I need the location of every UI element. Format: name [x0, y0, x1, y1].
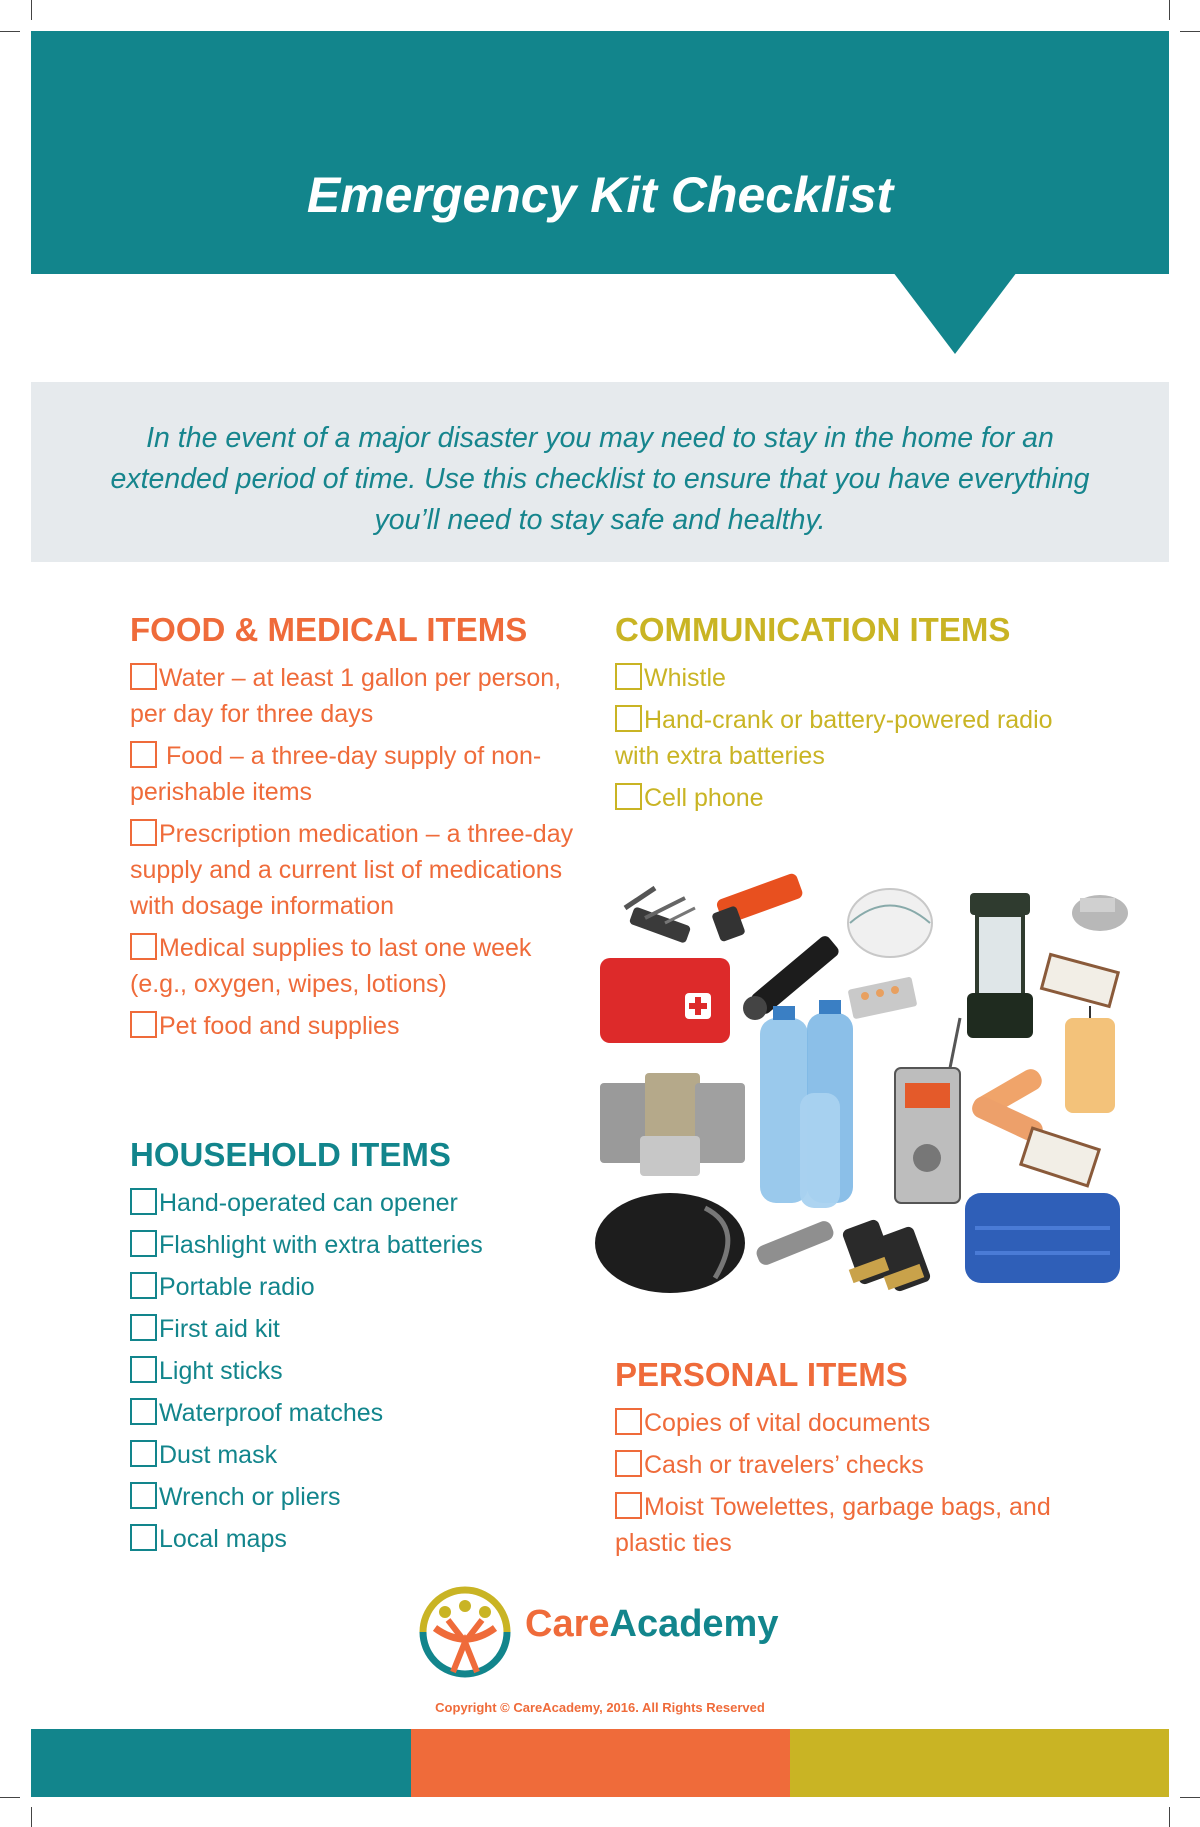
lantern-icon: [967, 893, 1033, 1038]
checklist-item: [615, 1447, 1095, 1483]
footer-band-teal: [31, 1729, 411, 1797]
checkbox[interactable]: [130, 1188, 157, 1215]
matchbox-icon: [1021, 1128, 1099, 1186]
household-title: HOUSEHOLD ITEMS: [130, 1136, 451, 1173]
checkbox[interactable]: [130, 819, 157, 846]
communication-section: [615, 610, 1095, 822]
batteries-icon: [841, 1218, 932, 1292]
food-medical-list: [130, 660, 590, 1044]
checkbox[interactable]: [130, 663, 157, 690]
checklist-item: [130, 1521, 590, 1557]
checklist-item: [615, 780, 1095, 816]
checklist-item: [130, 1008, 590, 1044]
water-bottles-icon: [760, 1000, 853, 1208]
checklist-item-label: Hand-crank or battery-powered radio with extra batteries: [615, 705, 1053, 770]
checklist-item-label: Light sticks: [159, 1356, 283, 1385]
checklist-item-label: Portable radio: [159, 1272, 315, 1301]
crop-mark: [1169, 1807, 1170, 1827]
checklist-item-label: Flashlight with extra batteries: [159, 1230, 483, 1259]
checklist-item-label: First aid kit: [159, 1314, 280, 1343]
checklist-item: [615, 1489, 1095, 1561]
canned-food-icon: [600, 1073, 745, 1176]
crop-mark: [0, 31, 20, 32]
candle-icon: [1065, 1006, 1115, 1113]
checklist-item: [615, 660, 1095, 696]
crop-mark: [31, 0, 32, 20]
checklist-item: [130, 1395, 590, 1431]
crop-mark: [31, 1807, 32, 1827]
checklist-item-label: Copies of vital documents: [644, 1408, 931, 1437]
checkbox[interactable]: [130, 1482, 157, 1509]
checkbox[interactable]: [130, 1356, 157, 1383]
checklist-item: [130, 1353, 590, 1389]
footer-band-yellow: [790, 1729, 1169, 1797]
checklist-item-label: Cash or travelers’ checks: [644, 1450, 924, 1479]
checkbox[interactable]: [130, 1398, 157, 1425]
checkbox[interactable]: [130, 1272, 157, 1299]
checklist-item-label: Whistle: [644, 663, 726, 692]
checklist-item-label: Local maps: [159, 1524, 287, 1553]
checklist-item: [130, 738, 590, 810]
checklist-item: [615, 1405, 1095, 1441]
checkbox[interactable]: [615, 705, 642, 732]
checkbox[interactable]: [615, 1408, 642, 1435]
checklist-item-label: Medical supplies to last one week (e.g., oxygen, wipes, lotions): [130, 933, 532, 998]
checklist-item-label: Wrench or pliers: [159, 1482, 341, 1511]
checkbox[interactable]: [615, 1492, 642, 1519]
checkbox[interactable]: [130, 1011, 157, 1038]
dust-mask-icon: [848, 889, 932, 957]
footer-band-orange: [411, 1729, 790, 1797]
pill-blister-icon: [848, 976, 918, 1019]
checklist-item: [130, 1227, 590, 1263]
crop-mark: [1169, 0, 1170, 20]
checkbox[interactable]: [130, 933, 157, 960]
checklist-item: [130, 660, 590, 732]
personal-section: [615, 1355, 1095, 1567]
header-banner-pointer: [893, 272, 1017, 354]
checkbox[interactable]: [615, 663, 642, 690]
checklist-item-label: Dust mask: [159, 1440, 278, 1469]
first-aid-kit-icon: [600, 958, 730, 1043]
checkbox[interactable]: [615, 1450, 642, 1477]
checklist-item: [130, 1437, 590, 1473]
checklist-item-label: Moist Towelettes, garbage bags, and plastic ties: [615, 1492, 1051, 1557]
checkbox[interactable]: [130, 1524, 157, 1551]
checklist-item-label: Prescription medication – a three-day supply and a current list of medications with dosage information: [130, 819, 574, 920]
radio-icon: [895, 1018, 960, 1203]
multi-tool-icon: [625, 888, 695, 944]
checklist-item: [615, 702, 1095, 774]
whistle-icon: [1072, 895, 1128, 931]
crop-mark: [1180, 31, 1200, 32]
intro-text: In the event of a major disaster you may need to stay in the home for an extended period of time. Use this checklist to ensure that you have everything you’ll need to stay safe and healthy.: [110, 422, 1090, 536]
orange-flashlight-icon: [711, 872, 804, 942]
checkbox[interactable]: [130, 1440, 157, 1467]
checkbox[interactable]: [130, 1314, 157, 1341]
communication-list: [615, 660, 1095, 816]
checklist-item: [130, 1479, 590, 1515]
food-medical-section: [130, 610, 590, 1050]
checklist-item-label: Pet food and supplies: [159, 1011, 400, 1040]
household-list: [130, 1185, 590, 1557]
pocket-knife-icon: [754, 1219, 836, 1268]
careacademy-logo-icon: [413, 1580, 517, 1684]
checklist-item-label: Hand-operated can opener: [159, 1188, 458, 1217]
personal-list: [615, 1405, 1095, 1561]
copyright-notice: Copyright © CareAcademy, 2016. All Rights Reserved: [435, 1700, 765, 1715]
brand-name-care: Care: [525, 1603, 610, 1645]
checklist-item-label: Waterproof matches: [159, 1398, 384, 1427]
emergency-supplies-illustration: [595, 868, 1145, 1308]
brand-name: [525, 1605, 778, 1643]
checkbox[interactable]: [130, 741, 157, 768]
matchbox-icon: [1042, 955, 1119, 1007]
checklist-item: [130, 930, 590, 1002]
personal-title: PERSONAL ITEMS: [615, 1356, 908, 1393]
checklist-item-label: Cell phone: [644, 783, 764, 812]
checklist-item: [130, 816, 590, 924]
checkbox[interactable]: [615, 783, 642, 810]
brand-name-academy: Academy: [609, 1603, 779, 1645]
crop-mark: [0, 1797, 20, 1798]
checkbox[interactable]: [130, 1230, 157, 1257]
blanket-icon: [965, 1193, 1120, 1283]
checklist-item: [130, 1311, 590, 1347]
checklist-item: [130, 1185, 590, 1221]
food-medical-title: FOOD & MEDICAL ITEMS: [130, 611, 528, 648]
crop-mark: [1180, 1797, 1200, 1798]
checklist-item: [130, 1269, 590, 1305]
page-title: Emergency Kit Checklist: [306, 167, 894, 223]
checklist-item-label: Food – a three-day supply of non-perishable items: [130, 741, 542, 806]
household-section: [130, 1135, 590, 1563]
communication-title: COMMUNICATION ITEMS: [615, 611, 1011, 648]
header-banner: [31, 31, 1169, 274]
checklist-item-label: Water – at least 1 gallon per person, per day for three days: [130, 663, 562, 728]
sleeping-bag-icon: [595, 1193, 745, 1293]
